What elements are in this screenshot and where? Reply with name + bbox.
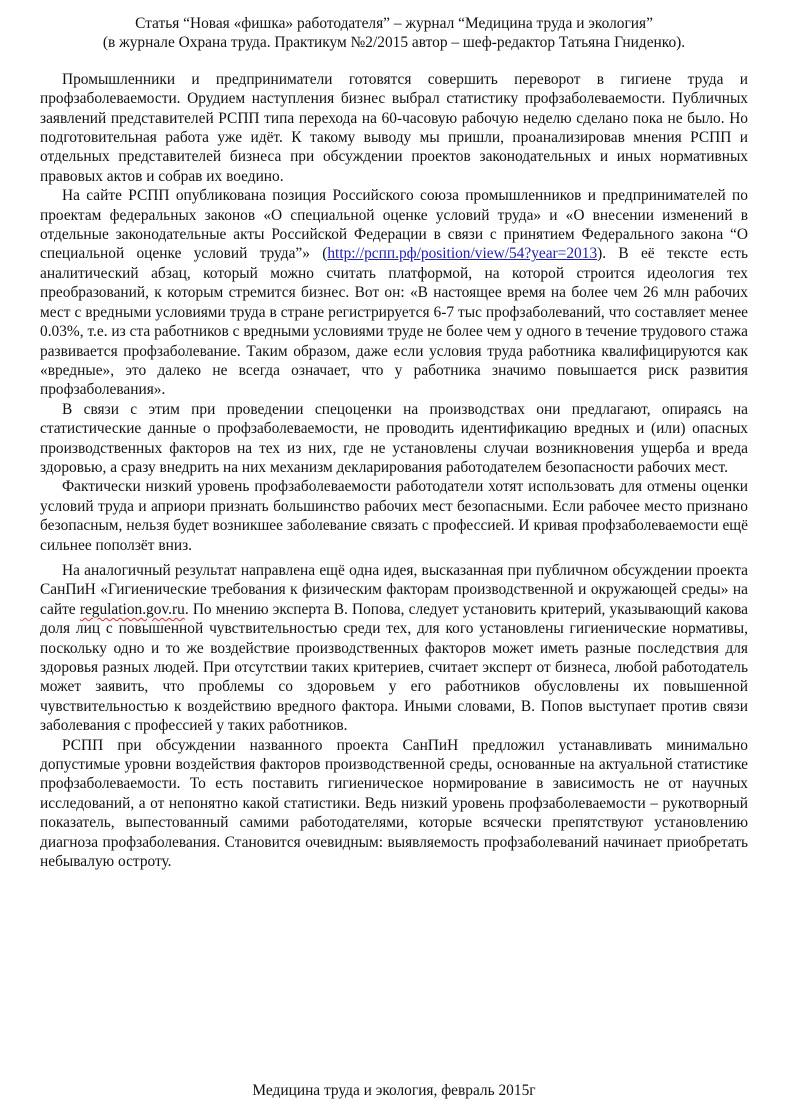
footer-source: Медицина труда и экология, февраль 2015г	[252, 1082, 536, 1099]
rspp-position-link[interactable]: http://рспп.рф/position/view/54?year=2013	[327, 245, 598, 263]
paragraph-5	[40, 561, 748, 736]
paragraph-5-text-before-site: На аналогичный результат направлена ещё одна идея, высказанная при публичном обсуждении проекта СанПиН «Гигиенические требования к физическим факторам производственной и окружающей среды» на сайте	[40, 561, 748, 618]
paragraph-2	[40, 186, 748, 399]
paragraph-6: РСПП при обсуждении названного проекта СанПиН предложил устанавливать минимально допустимые уровни воздействия факторов производственной среды, основанные на актуальной статистике профзаболеваемости. То есть поставить гигиеническое нормирование в зависимость не от научных исследований, а от непонятно какой статистики. Ведь низкий уровень профзаболеваемости – рукотворный показатель, выпестованный самими работодателями, которые всячески препятствуют установлению диагноза профзаболевания. Становится очевидным: выявляемость профзаболеваний начинает приобретать небывалую остроту.	[40, 736, 748, 871]
paragraph-4: Фактически низкий уровень профзаболеваемости работодатели хотят использовать для отмены оценки условий труда и априори признать большинство рабочих мест безопасными. Если рабочее место признано безопасным, нельзя будет возникшее заболевание связать с профессией. И кривая профзаболеваемости ещё сильнее поползёт вниз.	[40, 478, 748, 554]
paragraph-2-text-after-link: ). В её тексте есть аналитический абзац, который можно считать платформой, на которой строится идеология тех преобразований, к которым стремится бизнес. Вот он: «В настоящее время на более чем 26 млн рабочих мест с вредными условиями труда в стране регистрируется 6-7 тыс профзаболеваний, что составляет менее 0.03%, т.е. из ста работников с вредными условиями труде не более чем у одного в течение трудового стажа развивается профзаболевание. Таким образом, даже если условия труда работника квалифицируются как «вредные», это далеко не всегда означает, что у работника значимо повышается риск развития профзаболевания».	[40, 245, 748, 399]
paragraph-2-text-before-link: На сайте РСПП опубликована позиция Российского союза промышленников и предпринимателей по проектам федеральных законов «О специальной оценке условий труда» и «О внесении изменений в отдельные законодательные акты Российской Федерации в связи с принятием Федерального закона “О специальной оценке условий труда”» (	[40, 187, 748, 263]
article-header	[40, 14, 748, 53]
header-source-line: (в журнале Охрана труда. Практикум №2/2015 автор – шеф-редактор Татьяна Гниденко).	[102, 34, 686, 52]
regulation-site-name: regulation.gov.ru	[79, 600, 185, 618]
paragraph-5-text-after-site: . По мнению эксперта В. Попова, следует установить критерий, указывающий какова доля лиц с повышенной чувствительностью среди тех, для кого установлены гигиенические нормативы, поскольку одно и то же воздействие производственных факторов может иметь разные последствия для здоровья разных людей. При отсутствии таких критериев, считает эксперт от бизнеса, любой работодатель может заявить, что проблемы со здоровьем у его работников обусловлены их повышенной чувствительностью к воздействию вредного фактора. Иными словами, В. Попов выступает против связи заболевания с профессией у таких работников.	[40, 600, 748, 735]
header-title-line: Статья “Новая «фишка» работодателя” – журнал “Медицина труда и экология”	[135, 15, 653, 32]
article-body	[40, 70, 748, 872]
paragraph-1: Промышленники и предприниматели готовятся совершить переворот в гигиене труда и профзаболеваемости. Орудием наступления бизнес выбрал статистику профзаболеваемости. Публичных заявлений представителей РСПП типа перехода на 60-часовую рабочую неделю сделано пока не было. Но подготовительная работа уже идёт. К такому выводу мы пришли, проанализировав мнения РСПП и отдельных представителей бизнеса при обсуждении проектов законодательных и иных нормативных правовых актов и собрав их воедино.	[40, 70, 748, 185]
paragraph-3: В связи с этим при проведении спецоценки на производствах они предлагают, опираясь на статистические данные о профзаболеваемости, не проводить идентификацию вредных и (или) опасных производственных факторов на тех из них, где не установлены случаи возникновения ущерба и вреда здоровью, а сразу внедрить на них механизм декларирования работодателем безопасности рабочих мест.	[40, 400, 748, 476]
